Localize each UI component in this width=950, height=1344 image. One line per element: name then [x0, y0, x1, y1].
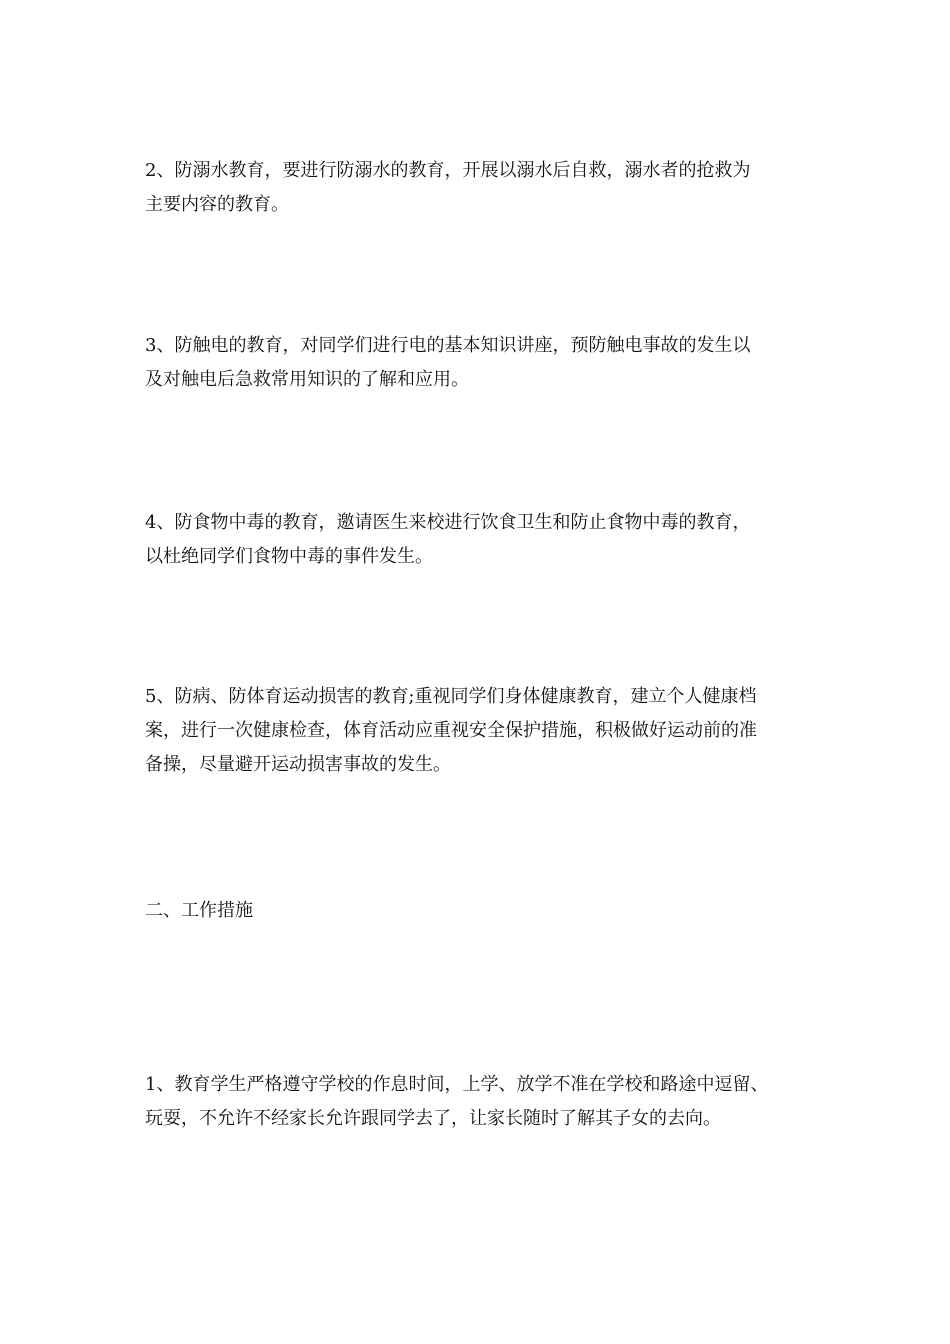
paragraph-line: 以杜绝同学们食物中毒的事件发生。 — [145, 546, 433, 567]
paragraph-food-poisoning-prevention — [145, 506, 815, 574]
paragraph-line: 2、防溺水教育，要进行防溺水的教育，开展以溺水后自救，溺水者的抢救为 — [145, 160, 751, 181]
paragraph-line: 1、教育学生严格遵守学校的作息时间，上学、放学不准在学校和路途中逗留、 — [145, 1074, 769, 1095]
paragraph-sports-injury-prevention — [145, 680, 815, 782]
paragraph-line: 3、防触电的教育，对同学们进行电的基本知识讲座，预防触电事故的发生以 — [145, 335, 751, 356]
paragraph-line: 主要内容的教育。 — [145, 194, 289, 215]
section-heading-work-measures: 二、工作措施 — [145, 900, 253, 921]
paragraph-line: 玩耍，不允许不经家长允许跟同学去了，让家长随时了解其子女的去向。 — [145, 1108, 721, 1129]
paragraph-line: 案，进行一次健康检查，体育活动应重视安全保护措施，积极做好运动前的准 — [145, 720, 757, 741]
paragraph-drowning-prevention — [145, 154, 815, 222]
paragraph-line: 5、防病、防体育运动损害的教育;重视同学们身体健康教育，建立个人健康档 — [145, 686, 757, 707]
paragraph-line: 4、防食物中毒的教育，邀请医生来校进行饮食卫生和防止食物中毒的教育， — [145, 512, 751, 533]
paragraph-schedule-measure — [145, 1068, 815, 1136]
paragraph-electric-shock-prevention — [145, 329, 815, 397]
paragraph-line: 及对触电后急救常用知识的了解和应用。 — [145, 369, 469, 390]
paragraph-line: 备操，尽量避开运动损害事故的发生。 — [145, 754, 451, 775]
